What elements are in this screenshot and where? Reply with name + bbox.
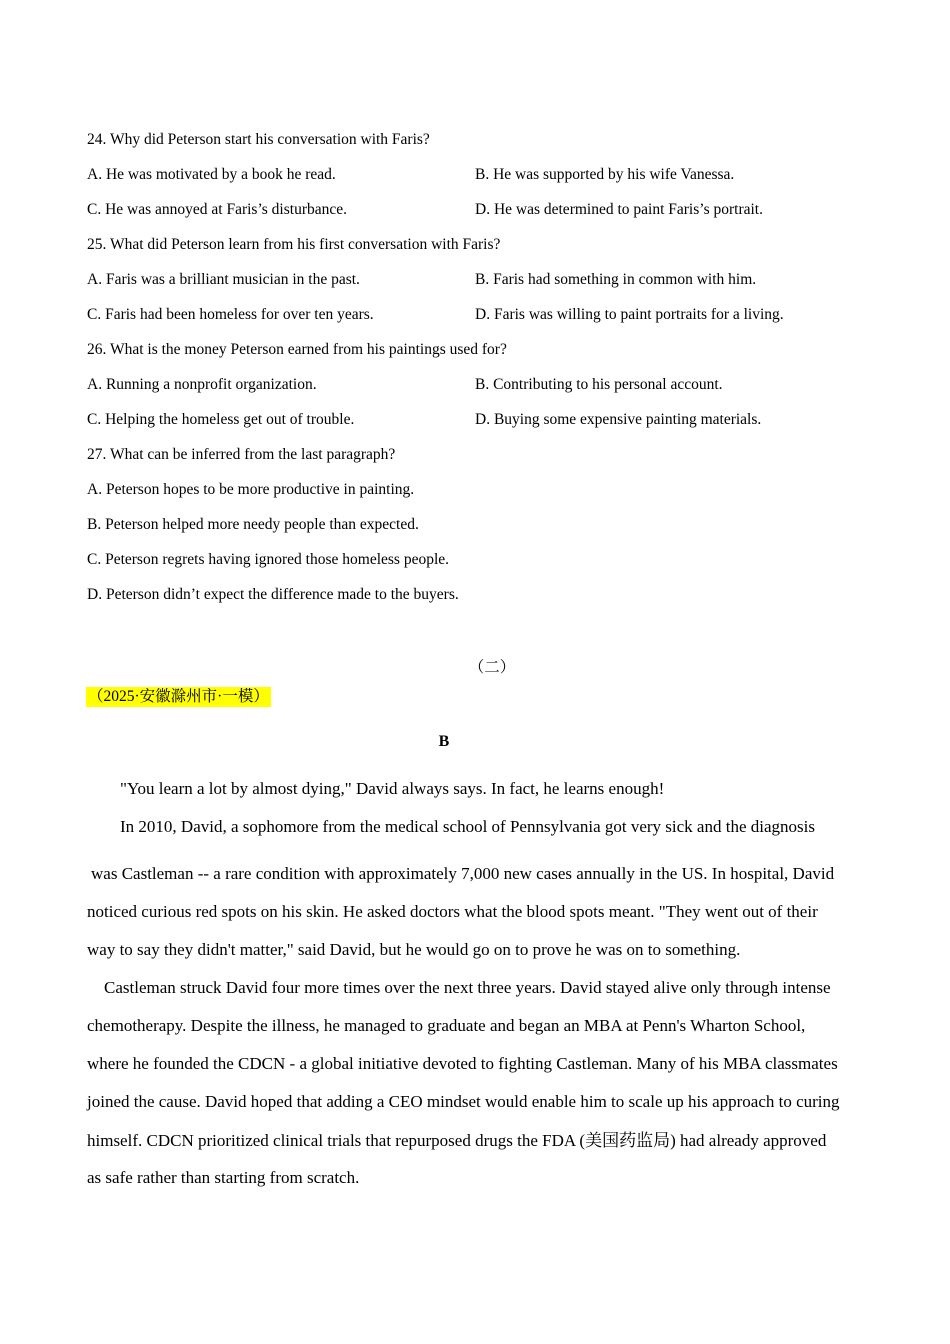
passage-line-9: joined the cause. David hoped that adding a CEO mindset would enable him to scale up his approach to curing [87,1092,840,1111]
passage-line-11: as safe rather than starting from scratch. [87,1168,360,1187]
question-25-option-c: C. Faris had been homeless for over ten years. [87,306,374,323]
question-27-option-a: A. Peterson hopes to be more productive in painting. [87,481,415,498]
question-26-option-d: D. Buying some expensive painting materials. [475,411,762,428]
question-24-option-c: C. He was annoyed at Faris’s disturbance. [87,201,347,218]
question-27-option-d: D. Peterson didn’t expect the difference made to the buyers. [87,586,459,603]
passage-line-8: where he founded the CDCN - a global initiative devoted to fighting Castleman. Many of his MBA classmates [87,1054,838,1073]
question-26-option-c: C. Helping the homeless get out of trouble. [87,411,355,428]
question-24-stem: 24. Why did Peterson start his conversation with Faris? [87,131,430,148]
passage-line-4: noticed curious red spots on his skin. He asked doctors what the blood spots meant. "They went out of their [87,902,818,921]
question-26-option-b: B. Contributing to his personal account. [475,376,723,393]
question-26-stem: 26. What is the money Peterson earned from his paintings used for? [87,341,507,358]
passage-line-5: way to say they didn't matter," said David, but he would go on to prove he was on to something. [87,940,741,959]
question-24-option-b: B. He was supported by his wife Vanessa. [475,166,735,183]
passage-line-2: In 2010, David, a sophomore from the medical school of Pennsylvania got very sick and the diagnosis [120,817,815,836]
question-25-option-d: D. Faris was willing to paint portraits for a living. [475,306,784,323]
question-25-option-a: A. Faris was a brilliant musician in the past. [87,271,360,288]
passage-line-10: himself. CDCN prioritized clinical trials that repurposed drugs the FDA (美国药监局) had already approved [87,1131,827,1150]
passage-letter: B [438,733,450,750]
question-27-option-c: C. Peterson regrets having ignored those homeless people. [87,551,450,568]
source-highlight: （2025·安徽滁州市·一模） [88,688,269,705]
question-24-option-d: D. He was determined to paint Faris’s portrait. [475,201,763,218]
passage-line-6: Castleman struck David four more times over the next three years. David stayed alive only through intense [104,978,831,997]
passage-line-7: chemotherapy. Despite the illness, he managed to graduate and began an MBA at Penn's Wharton School, [87,1016,806,1035]
section-number: （二） [468,659,516,676]
passage-line-1: "You learn a lot by almost dying," David always says. In fact, he learns enough! [120,779,665,798]
question-27-stem: 27. What can be inferred from the last paragraph? [87,446,396,463]
question-27-option-b: B. Peterson helped more needy people than expected. [87,516,419,533]
question-25-option-b: B. Faris had something in common with him. [475,271,757,288]
passage-line-3: was Castleman -- a rare condition with approximately 7,000 new cases annually in the US. In hospital, David [91,864,835,883]
question-26-option-a: A. Running a nonprofit organization. [87,376,317,393]
question-25-stem: 25. What did Peterson learn from his first conversation with Faris? [87,236,501,253]
question-24-option-a: A. He was motivated by a book he read. [87,166,336,183]
